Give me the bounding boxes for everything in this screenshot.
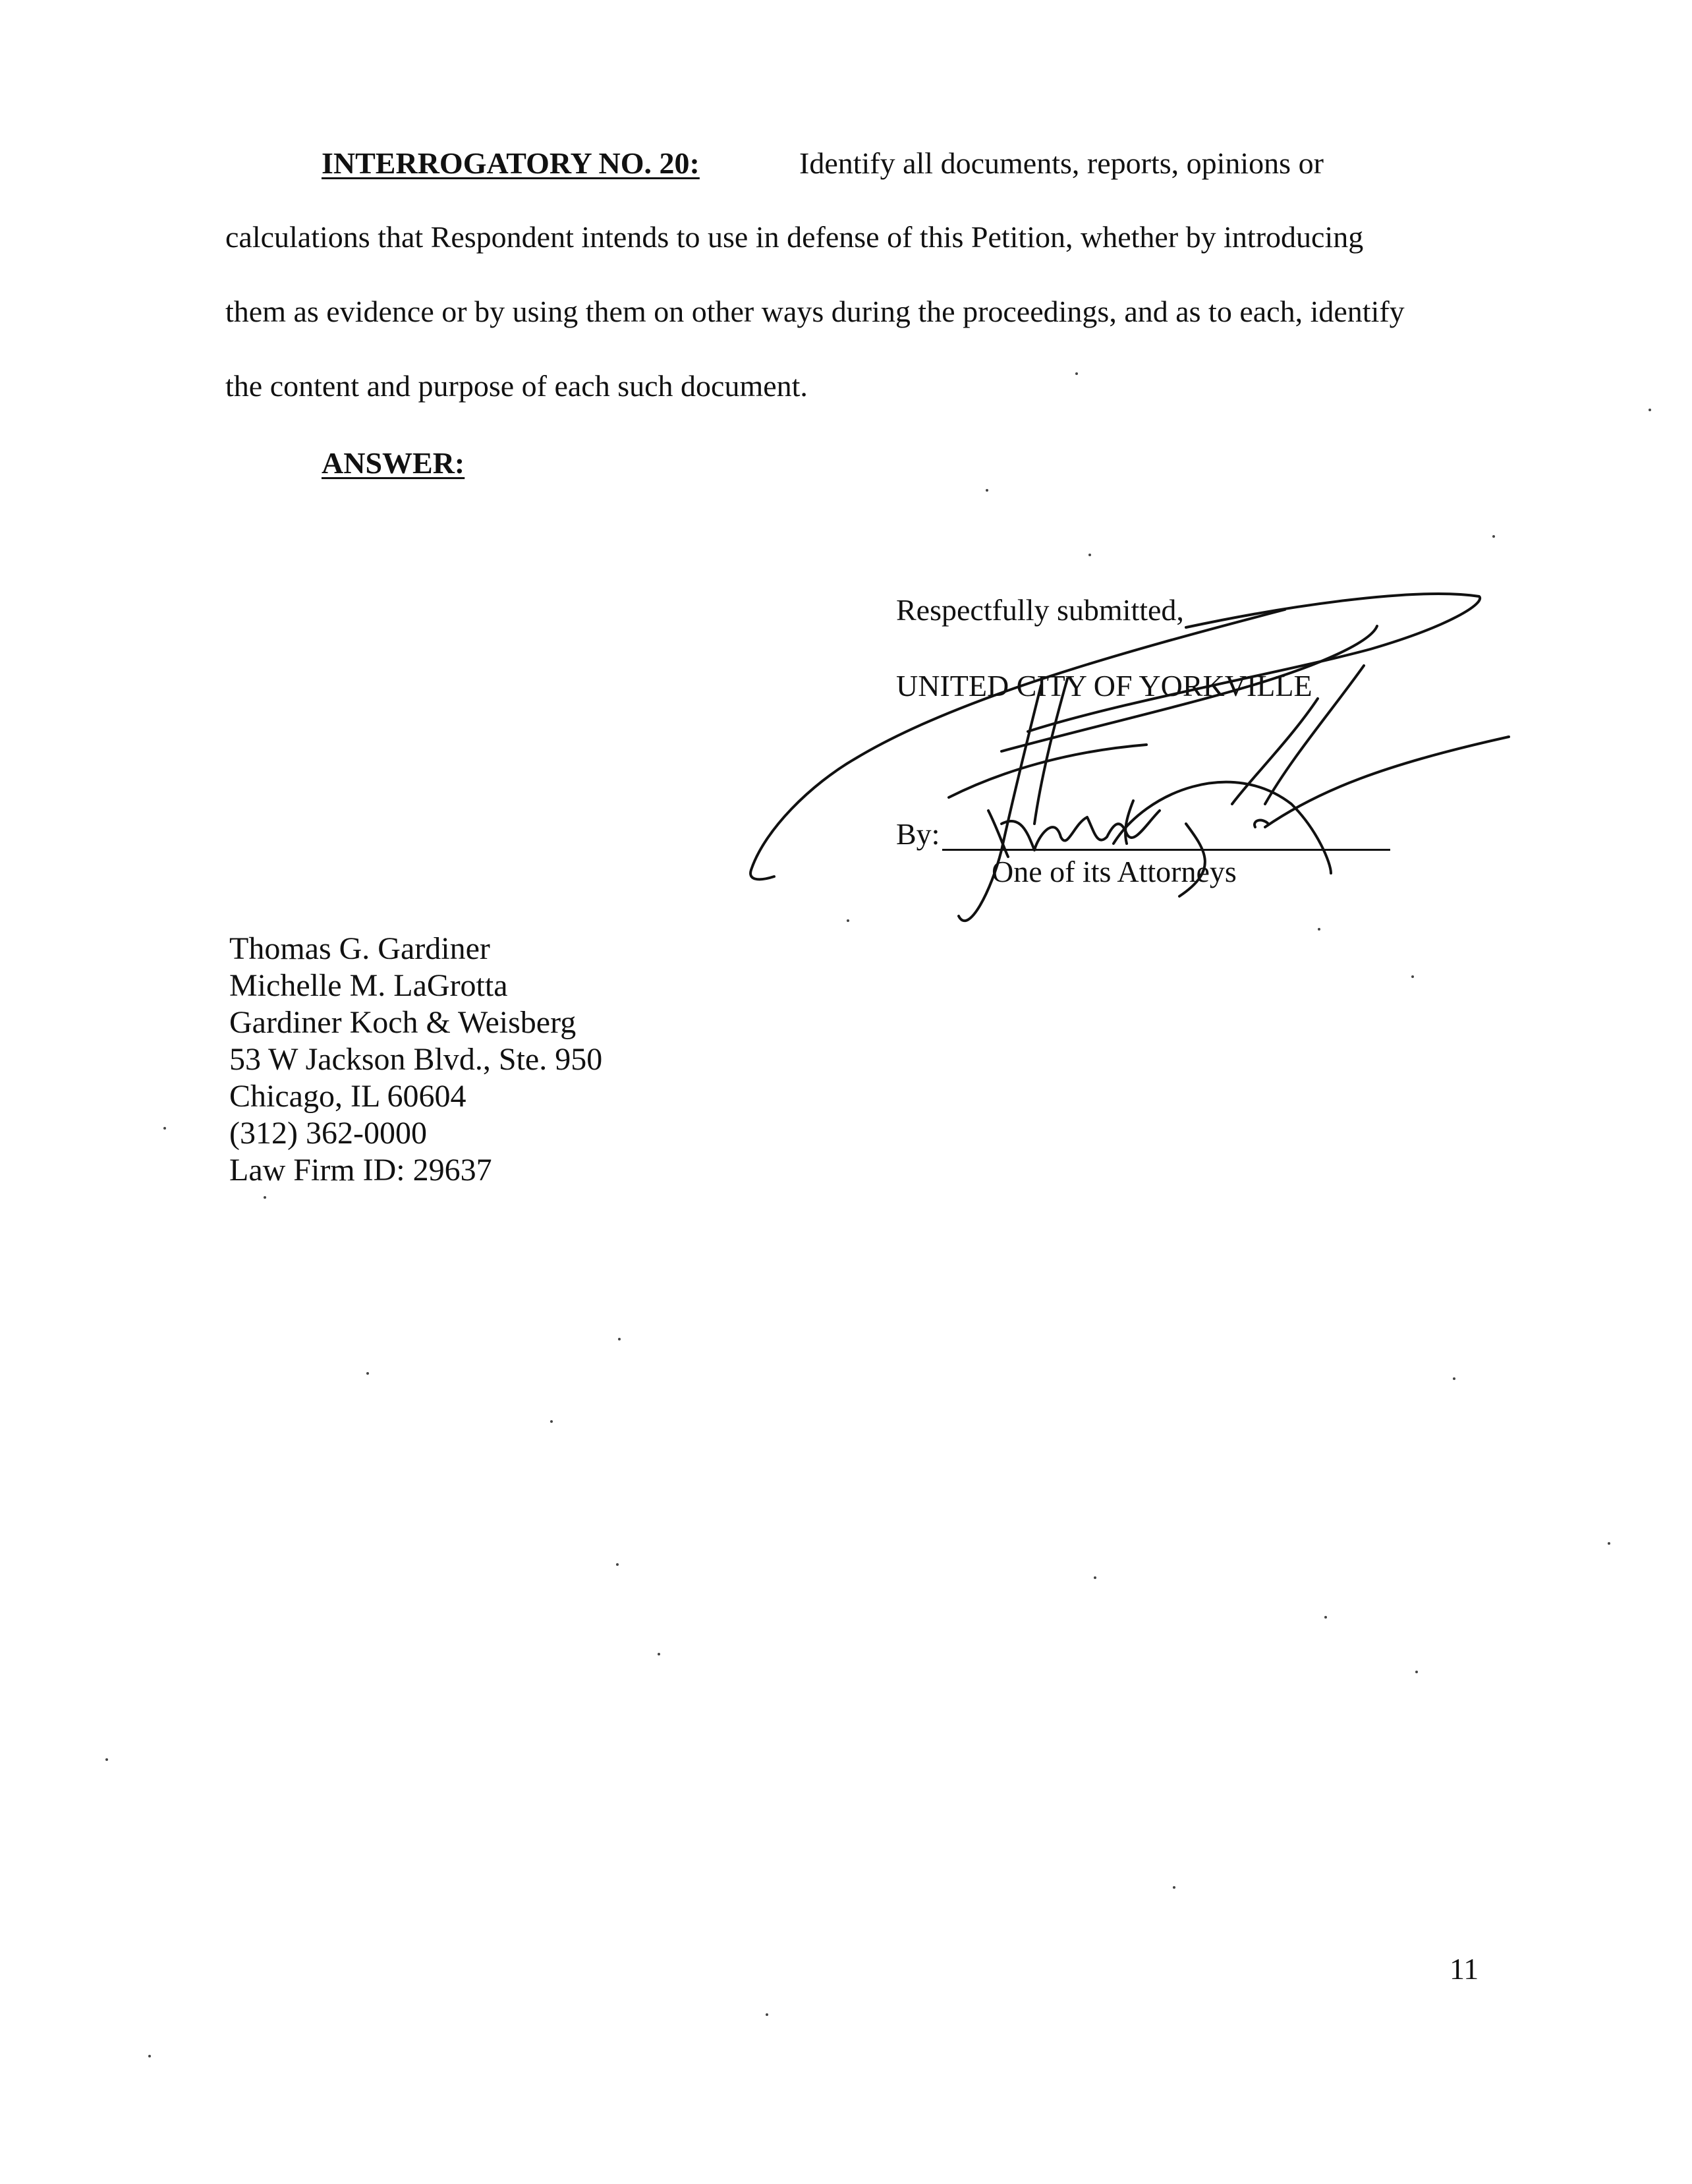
- scan-speck: [986, 489, 988, 492]
- scan-speck: [1173, 1886, 1175, 1889]
- scan-speck: [1415, 1671, 1418, 1673]
- scan-speck: [1453, 1377, 1455, 1380]
- counsel-firm-id: Law Firm ID: 29637: [229, 1153, 492, 1188]
- scan-speck: [1411, 975, 1414, 978]
- signature-line: [942, 849, 1390, 851]
- page-number: 11: [1450, 1952, 1479, 1986]
- scan-speck: [1324, 1616, 1327, 1619]
- interrogatory-heading: INTERROGATORY NO. 20:: [322, 146, 700, 180]
- scan-speck: [366, 1372, 369, 1375]
- counsel-city: Chicago, IL 60604: [229, 1079, 466, 1114]
- scan-speck: [264, 1196, 266, 1199]
- signature-closing: Respectfully submitted,: [896, 593, 1184, 627]
- scan-speck: [1608, 1542, 1610, 1545]
- counsel-street: 53 W Jackson Blvd., Ste. 950: [229, 1042, 603, 1077]
- interrogatory-body-line: the content and purpose of each such document.: [225, 369, 808, 403]
- counsel-block: [229, 931, 602, 1189]
- interrogatory-body-line: calculations that Respondent intends to use in defense of this Petition, whether by introducing: [225, 220, 1364, 254]
- scan-speck: [1088, 554, 1091, 556]
- scan-speck: [105, 1758, 108, 1761]
- interrogatory-first-line: Identify all documents, reports, opinions or: [799, 146, 1324, 180]
- interrogatory-body-line: them as evidence or by using them on other ways during the proceedings, and as to each, identify: [225, 295, 1405, 328]
- scan-speck: [1094, 1576, 1096, 1579]
- scan-speck: [1318, 928, 1320, 931]
- scan-speck: [1492, 535, 1495, 538]
- scan-speck: [1649, 409, 1651, 411]
- scan-speck: [658, 1653, 660, 1655]
- scan-speck: [1075, 372, 1078, 375]
- counsel-name: Thomas G. Gardiner: [229, 931, 490, 966]
- scan-speck: [148, 2055, 151, 2057]
- counsel-name: Michelle M. LaGrotta: [229, 968, 508, 1003]
- scan-speck: [616, 1563, 619, 1566]
- counsel-phone: (312) 362-0000: [229, 1116, 427, 1151]
- scan-speck: [163, 1127, 166, 1130]
- signature-by-label: By:: [896, 817, 940, 851]
- signer-title: One of its Attorneys: [992, 855, 1237, 888]
- scan-speck: [766, 2013, 768, 2016]
- answer-heading: ANSWER:: [322, 446, 465, 480]
- scan-speck: [618, 1338, 621, 1340]
- scan-speck: [550, 1420, 553, 1423]
- counsel-firm: Gardiner Koch & Weisberg: [229, 1005, 577, 1040]
- signature-party: UNITED CITY OF YORKVILLE: [896, 669, 1312, 703]
- scan-speck: [847, 919, 849, 922]
